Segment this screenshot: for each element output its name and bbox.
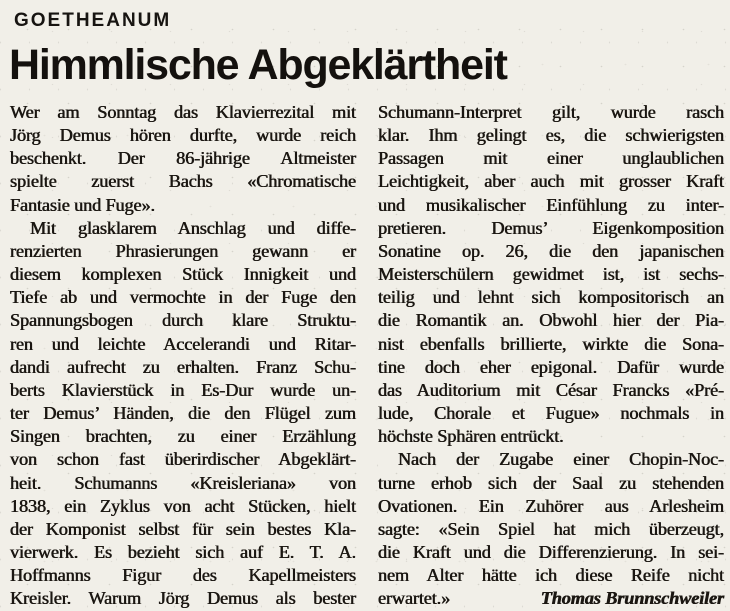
body-line: Meisterschülern gewidmet ist, ist sechs- bbox=[378, 264, 724, 285]
body-line: ren und leichte Accelerandi und Ritar- bbox=[10, 333, 356, 354]
body-line: spielte zuerst Bachs «Chromatische bbox=[10, 171, 356, 192]
body-line: das Auditorium mit César Francks «Pré- bbox=[378, 379, 724, 400]
body-line: der Komponist selbst für sein bestes Kla- bbox=[10, 518, 356, 539]
body-line: Spannungsbogen durch klare Struktu- bbox=[10, 310, 356, 331]
kicker: GOETHEANUM bbox=[14, 10, 172, 31]
body-line: Singen brachten, zu einer Erzählung bbox=[10, 426, 356, 447]
body-line: vierwerk. Es bezieht sich auf E. T. A. bbox=[10, 541, 356, 562]
body-line: beschenkt. Der 86-jährige Altmeister bbox=[10, 148, 356, 169]
body-line: Nach der Zugabe einer Chopin-Noc- bbox=[398, 449, 724, 470]
body-line: höchste Sphären entrückt. bbox=[378, 426, 564, 447]
body-line: nem Alter hätte ich diese Reife nicht bbox=[378, 565, 724, 586]
body-line: Fantasie und Fuge». bbox=[10, 194, 155, 215]
body-line: Ovationen. Ein Zuhörer aus Arlesheim bbox=[378, 495, 724, 516]
body-line: von schon fast überirdischer Abgeklärt- bbox=[10, 449, 356, 470]
author-byline: Thomas Brunnschweiler bbox=[540, 588, 724, 609]
body-line bbox=[378, 587, 724, 610]
body-line: Jörg Demus hören durfte, wurde reich bbox=[10, 125, 356, 146]
body-line: renzierten Phrasierungen gewann er bbox=[10, 240, 356, 261]
body-line: und musikalischer Einfühlung zu inter- bbox=[378, 194, 724, 215]
body-line: sagte: «Sein Spiel hat mich überzeugt, bbox=[378, 518, 724, 539]
column-1 bbox=[10, 101, 356, 610]
body-line: die Kraft und die Differenzierung. In sei- bbox=[378, 541, 724, 562]
body-line: teilig und lehnt sich kompositorisch an bbox=[378, 287, 724, 308]
body-line: Leichtigkeit, aber auch mit grosser Kraft bbox=[378, 171, 724, 192]
body-line: 1838, ein Zyklus von acht Stücken, hielt bbox=[10, 495, 356, 516]
body-line: Wer am Sonntag das Klavierrezital mit bbox=[10, 102, 356, 122]
body-line: pretieren. Demus’ Eigenkomposition bbox=[378, 217, 724, 238]
column-2 bbox=[378, 101, 724, 610]
body-line: Kreisler. Warum Jörg Demus als bester bbox=[10, 588, 356, 609]
body-line: heit. Schumanns «Kreisleriana» von bbox=[10, 472, 356, 493]
body-line: Schumann-Interpret gilt, wurde rasch bbox=[378, 102, 724, 122]
closing-quote-text: erwartet.» bbox=[378, 588, 451, 609]
body-line: dandi aufrecht zu erhalten. Franz Schu- bbox=[10, 356, 356, 377]
body-line: klar. Ihm gelingt es, die schwierigsten bbox=[378, 125, 724, 146]
body-line: berts Klavierstück in Es-Dur wurde un- bbox=[10, 379, 356, 400]
body-line: lude, Chorale et Fugue» nochmals in bbox=[378, 403, 724, 424]
body-line: nist ebenfalls brillierte, wirkte die Sona- bbox=[378, 333, 724, 354]
body-line: turne erhob sich der Saal zu stehenden bbox=[378, 472, 724, 493]
article-body bbox=[10, 101, 724, 610]
body-line: tine doch eher epigonal. Dafür wurde bbox=[378, 356, 724, 377]
body-line: Passagen mit einer unglaublichen bbox=[378, 148, 724, 169]
body-line: Hoffmanns Figur des Kapellmeisters bbox=[10, 565, 356, 586]
headline: Himmlische Abgeklärtheit bbox=[9, 41, 507, 89]
body-line: Sonatine op. 26, die den japanischen bbox=[378, 240, 724, 261]
body-line: Tiefe ab und vermochte in der Fuge den bbox=[10, 287, 356, 308]
body-line: diesem komplexen Stück Innigkeit und bbox=[10, 264, 356, 285]
body-line: ter Demus’ Händen, die den Flügel zum bbox=[10, 403, 356, 424]
body-line: die Romantik an. Obwohl hier der Pia- bbox=[378, 310, 724, 331]
body-line: Mit glasklarem Anschlag und diffe- bbox=[30, 217, 356, 238]
